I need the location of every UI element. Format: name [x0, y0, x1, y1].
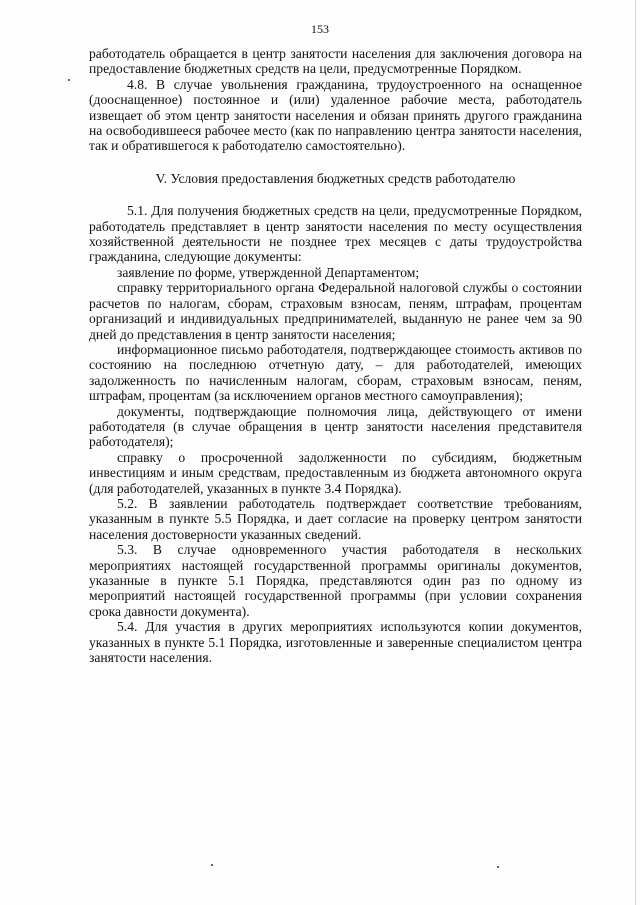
paragraph-5-3: 5.3. В случае одновременного участия работодателя в нескольких мероприятиях настоящей государственной программы оригиналы документов, указанные в пункте 5.1 Порядка, представляются один раз по одному из мероприятий настоящей государственной программы (при условии сохранения срока давности документа).: [89, 542, 582, 619]
list-item-tax-certificate: справку территориального органа Федеральной налоговой службы о состоянии расчетов по налогам, сборам, страховым взносам, пеням, штрафам, процентам организаций и индивидуальных предпринимателей, выданную не ранее чем за 90 дней до представления в центр занятости населения;: [89, 280, 582, 342]
scan-edge-line: [635, 0, 636, 905]
paragraph-4-8: 4.8. В случае увольнения гражданина, трудоустроенного на оснащенное (дооснащенное) постоянное и (или) удаленное рабочие места, работодатель извещает об этом центр занятости населения и обязан принять другого гражданина на освободившееся рабочее место (как по направлению центра занятости населения, так и обратившегося к работодателю самостоятельно).: [89, 76, 582, 154]
paragraph-continuation: работодатель обращается в центр занятости населения для заключения договора на предоставление бюджетных средств на цели, предусмотренные Порядком.: [89, 46, 582, 77]
scan-speck: [68, 79, 70, 81]
paragraph-5-1: 5.1. Для получения бюджетных средств на цели, предусмотренные Порядком, работодатель представляет в центр занятости населения по месту осуществления хозяйственной деятельности не позднее трех месяцев с даты трудоустройства гражданина, следующие документы:: [89, 203, 582, 265]
scan-speck: [497, 866, 499, 868]
paragraph-5-4: 5.4. Для участия в других мероприятиях используются копии документов, указанных в пункте 5.1 Порядка, изготовленные и заверенные специалистом центра занятости населения.: [89, 619, 582, 666]
scan-speck: [211, 864, 213, 866]
list-item-authority-documents: документы, подтверждающие полномочия лица, действующего от имени работодателя (в случае обращения в центр занятости населения представителя работодателя);: [89, 403, 582, 450]
page-number: 153: [311, 22, 329, 36]
list-item-info-letter: информационное письмо работодателя, подтверждающее стоимость активов по состоянию на последнюю отчетную дату, – для работодателей, имеющих задолженность по начисленным налогам, сборам, страховым взносам, пеням, штрафам, процентам (за исключением органов местного самоуправления);: [89, 341, 582, 404]
paragraph-5-2: 5.2. В заявлении работодатель подтверждает соответствие требованиям, указанным в пункте 5.5 Порядка, и дает согласие на проверку центром занятости населения достоверности указанных сведений.: [89, 495, 582, 542]
document-body: [89, 46, 582, 665]
section-heading: V. Условия предоставления бюджетных средств работодателю: [155, 170, 516, 186]
list-item-application: заявление по форме, утвержденной Департаментом;: [117, 264, 420, 280]
list-item-debt-certificate: справку о просроченной задолженности по субсидиям, бюджетным инвестициям и иным средствам, предоставленным из бюджета автономного округа (для работодателей, указанных в пункте 3.4 Порядка).: [89, 449, 582, 496]
